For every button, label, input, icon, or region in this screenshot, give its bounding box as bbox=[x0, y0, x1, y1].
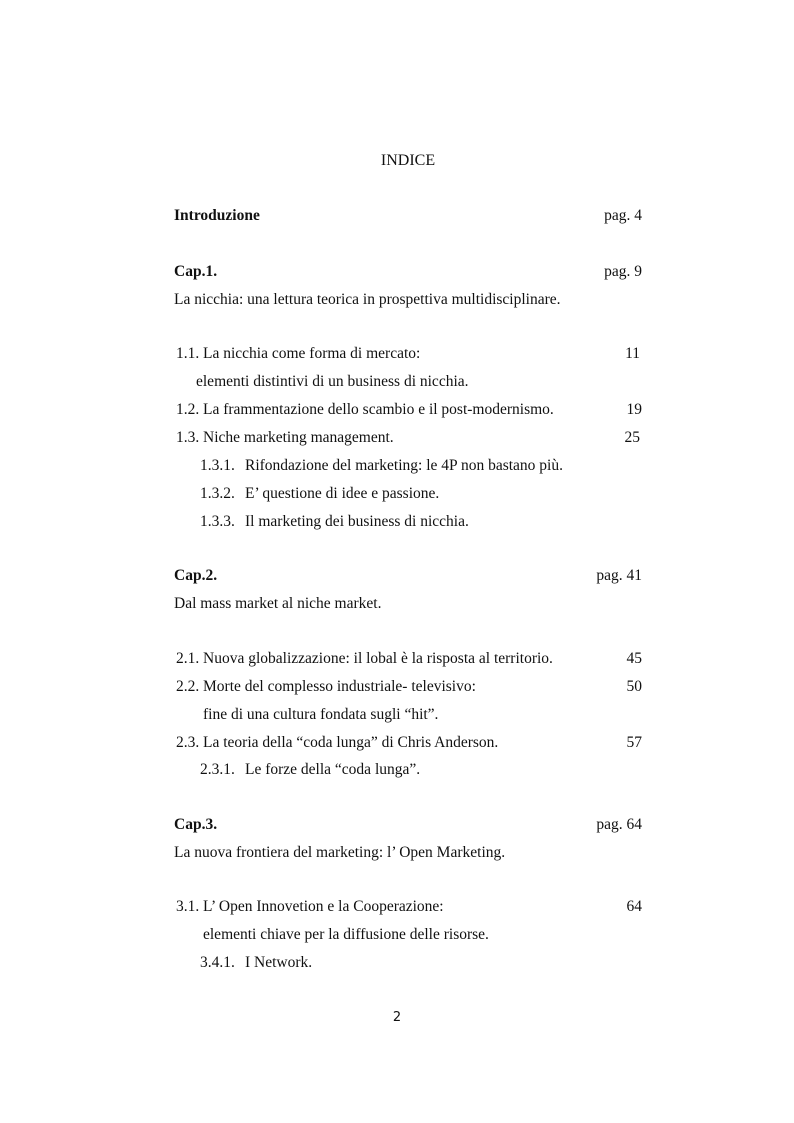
toc-entry-page: 57 bbox=[626, 734, 642, 751]
toc-entry-number: 2.2. bbox=[176, 678, 200, 695]
toc-entry-text: L’ Open Innovetion e la Cooperazione: bbox=[203, 898, 444, 915]
toc-subentry-text: Rifondazione del marketing: le 4P non bastano più. bbox=[245, 457, 563, 474]
chapter-3-subtitle: La nuova frontiera del marketing: l’ Open Marketing. bbox=[174, 844, 506, 861]
chapter-2-subtitle: Dal mass market al niche market. bbox=[174, 595, 382, 612]
toc-entry-text: La nicchia come forma di mercato: bbox=[203, 345, 421, 362]
toc-entry-number: 1.2. bbox=[176, 401, 200, 418]
toc-subentry-text: Il marketing dei business di nicchia. bbox=[245, 513, 469, 530]
toc-entry-page: 11 bbox=[625, 345, 640, 362]
page-title: INDICE bbox=[380, 152, 436, 169]
intro-page: pag. 4 bbox=[604, 207, 642, 224]
toc-entry-continuation: fine di una cultura fondata sugli “hit”. bbox=[203, 706, 439, 723]
toc-subentry-number: 1.3.3. bbox=[200, 513, 235, 530]
chapter-1-page: pag. 9 bbox=[604, 263, 642, 280]
toc-entry-continuation: elementi distintivi di un business di nicchia. bbox=[196, 373, 469, 390]
toc-entry-number: 1.1. bbox=[176, 345, 200, 362]
toc-subentry-number: 3.4.1. bbox=[200, 954, 235, 971]
toc-entry-number: 1.3. bbox=[176, 429, 200, 446]
toc-entry-page: 19 bbox=[626, 401, 642, 418]
toc-entry-text: La teoria della “coda lunga” di Chris Anderson. bbox=[203, 734, 499, 751]
toc-entry-page: 50 bbox=[626, 678, 642, 695]
chapter-2-label: Cap.2. bbox=[174, 567, 218, 584]
toc-entry-number: 2.1. bbox=[176, 650, 200, 667]
toc-entry-number: 2.3. bbox=[176, 734, 200, 751]
toc-entry-continuation: elementi chiave per la diffusione delle risorse. bbox=[203, 926, 489, 943]
chapter-1-subtitle: La nicchia: una lettura teorica in prospettiva multidisciplinare. bbox=[174, 291, 561, 308]
toc-entry-text: Niche marketing management. bbox=[203, 429, 394, 446]
toc-subentry-number: 1.3.1. bbox=[200, 457, 235, 474]
toc-entry-text: La frammentazione dello scambio e il post-modernismo. bbox=[203, 401, 554, 418]
toc-subentry-number: 2.3.1. bbox=[200, 761, 235, 778]
chapter-1-label: Cap.1. bbox=[174, 263, 218, 280]
intro-label: Introduzione bbox=[174, 207, 260, 224]
chapter-3-label: Cap.3. bbox=[174, 816, 218, 833]
toc-entry-page: 64 bbox=[626, 898, 642, 915]
toc-subentry-text: Le forze della “coda lunga”. bbox=[245, 761, 421, 778]
toc-entry-number: 3.1. bbox=[176, 898, 200, 915]
toc-subentry-text: I Network. bbox=[245, 954, 313, 971]
toc-entry-text: Nuova globalizzazione: il lobal è la risposta al territorio. bbox=[203, 650, 553, 667]
toc-entry-text: Morte del complesso industriale- televisivo: bbox=[203, 678, 476, 695]
toc-subentry-number: 1.3.2. bbox=[200, 485, 235, 502]
chapter-2-page: pag. 41 bbox=[596, 567, 642, 584]
page-number: 2 bbox=[392, 1010, 402, 1025]
toc-entry-page: 45 bbox=[626, 650, 642, 667]
chapter-3-page: pag. 64 bbox=[596, 816, 642, 833]
toc-subentry-text: E’ questione di idee e passione. bbox=[245, 485, 440, 502]
toc-entry-page: 25 bbox=[624, 429, 640, 446]
